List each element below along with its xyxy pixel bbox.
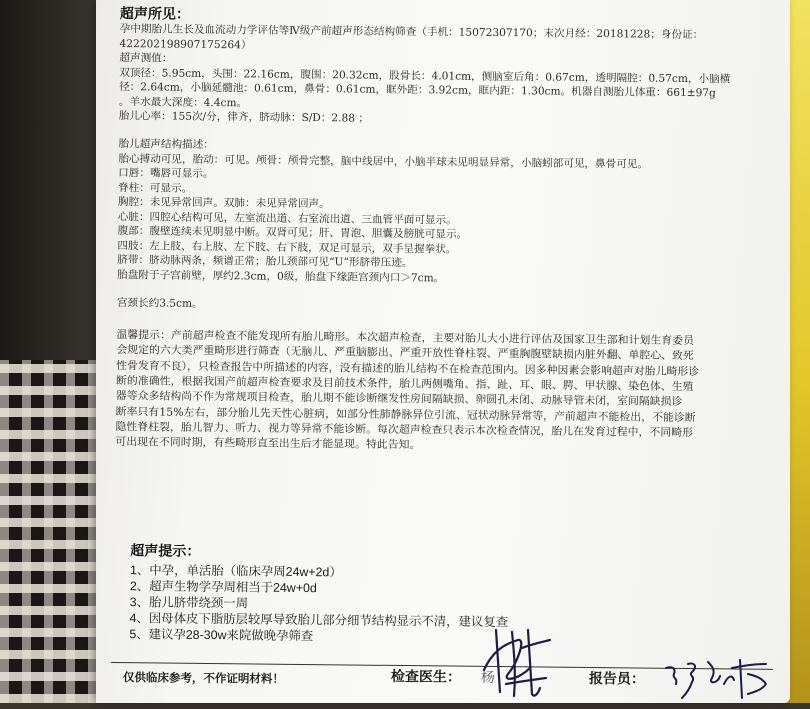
reporter-label: 报告员：: [588, 669, 646, 687]
structure-line: 脐带：脐动脉两条，频谱正常；胎儿颈部可见“U”形脐带压迹。: [117, 254, 413, 270]
cervix-length: 宫颈长约3.5cm。: [116, 297, 203, 310]
notice-line: 温馨提示：产前超声检查不能发现所有胎儿畸形。本次超声检查，主要对胎儿大小进行评估及国家卫生部和计划生育委员: [116, 328, 695, 348]
structure-heading: 胎儿超声结构描述：: [118, 138, 214, 152]
measurement-line: 径：2.64cm，小脑延髓池：0.61cm，鼻骨：0.61cm，眶外距：3.92cm，眶内距：1.30cm。机器自测胎儿体重：661±97g: [119, 81, 716, 100]
measurement-line: 。羊水最大深度：4.4cm。: [118, 95, 248, 109]
structure-line: 腹部：腹壁连续未见明显中断。双肾可见；肝、胃泡、胆囊及膀胱可显示。: [117, 225, 468, 241]
structure-line: 四肢：左上肢、右上肢、左下肢、右下肢，双足可显示，双手呈握拳状。: [117, 239, 457, 256]
id-number: 422202198907175264）: [119, 37, 252, 51]
hint-item: 3、胎儿脐带绕颈一周: [129, 595, 249, 611]
doctor-name: 杨: [480, 668, 496, 686]
doctor-signature: [478, 622, 558, 700]
notice-line: 器等众多结构尚不作为常规项目检查，胎儿期不能诊断继发性房间隔缺损、卵圆孔未闭、动脉导管未闭，室间隔缺损诊: [115, 389, 683, 409]
measurements-heading: 超声测值：: [119, 52, 173, 65]
doctor-label: 检查医生：: [390, 667, 462, 685]
hint-item: 2、超声生物学孕周相当于24w+0d: [129, 579, 317, 596]
hint-item: 4、因母体皮下脂肪层较厚导致胎儿部分细节结构显示不清，建议复查: [129, 611, 509, 630]
measurement-line: 双顶径：5.95cm，头围：22.16cm，腹围：20.32cm，股骨长：4.01cm，侧脑室后角：0.67cm，透明隔腔：0.57cm，小脑横: [119, 66, 731, 85]
notice-line: 可出现在不同时期，有些畸形直至出生后才能显现。特此告知。: [115, 435, 421, 452]
notice-line: 隐性脊柱裂，胎儿智力、听力、视力等异常不能诊断。每次超声检查只表示本次检查情况，胎儿在发育过程中，不同畸形: [115, 419, 694, 439]
structure-line: 胎心搏动可见，胎动：可见。颅骨：颅骨完整，脑中线居中，小脑半球未见明显异常，小脑蚓部可见，鼻骨可见。: [118, 152, 649, 171]
structure-line: 脊柱：可显示。: [117, 181, 193, 195]
notice-line: 性骨发育不良），只检查报告中所描述的内容，没有描述的胎儿结构不在检查范围内。因多种因素会影响超声对胎儿畸形诊: [116, 358, 700, 378]
reporter-signature: [662, 654, 772, 704]
hint-item: 5、建议孕28-30w来院做晚孕筛查: [129, 627, 314, 644]
findings-heading: 超声所见：: [119, 6, 190, 23]
report-content: [109, 2, 784, 709]
placenta-line: 胎盘附于子宫前壁，厚约2.3cm，0级，胎盘下缘距宫颈内口＞7cm。: [117, 268, 445, 284]
notice-line: 会规定的六大类严重畸形进行筛查（无脑儿、严重脑膨出、严重开放性脊柱裂、严重胸腹壁缺损内脏外翻、单腔心、致死: [116, 343, 694, 363]
structure-line: 心脏：四腔心结构可见，左室流出道、右室流出道、三血管平面可显示。: [117, 210, 457, 227]
notice-line: 断的准确性，根据我国产前超声检查要求及目前技术条件，胎儿两侧嘴角、指、趾、耳、眼、腭、甲状腺、染色体、生殖: [115, 373, 694, 393]
footer-note: 仅供临床参考，不作证明材料！: [122, 672, 284, 686]
hint-heading: 超声提示：: [130, 543, 201, 560]
structure-line: 口唇：嘴唇可显示。: [118, 167, 214, 181]
structure-line: 胸腔：未见异常回声。双肺：未见异常回声。: [117, 196, 330, 211]
heart-rate-line: 胎儿心率：155次/分，律齐，脐动脉：S/D：2.88 ；: [118, 110, 370, 125]
hint-item: 1、中孕，单活胎（临床孕周24w+2d）: [129, 563, 342, 580]
notice-line: 断率只有15%左右，部分胎儿先天性心脏病，如部分性肺静脉异位引流、冠状动脉异常等，产前超声不能检出，不能诊断: [115, 404, 696, 424]
ultrasound-report-sheet: [96, 0, 790, 703]
exam-line: 孕中期胎儿生长及血流动力学评估等Ⅳ级产前超声形态结构筛查（手机：15072307170；末次月经：20181228；身份证：: [119, 23, 704, 42]
